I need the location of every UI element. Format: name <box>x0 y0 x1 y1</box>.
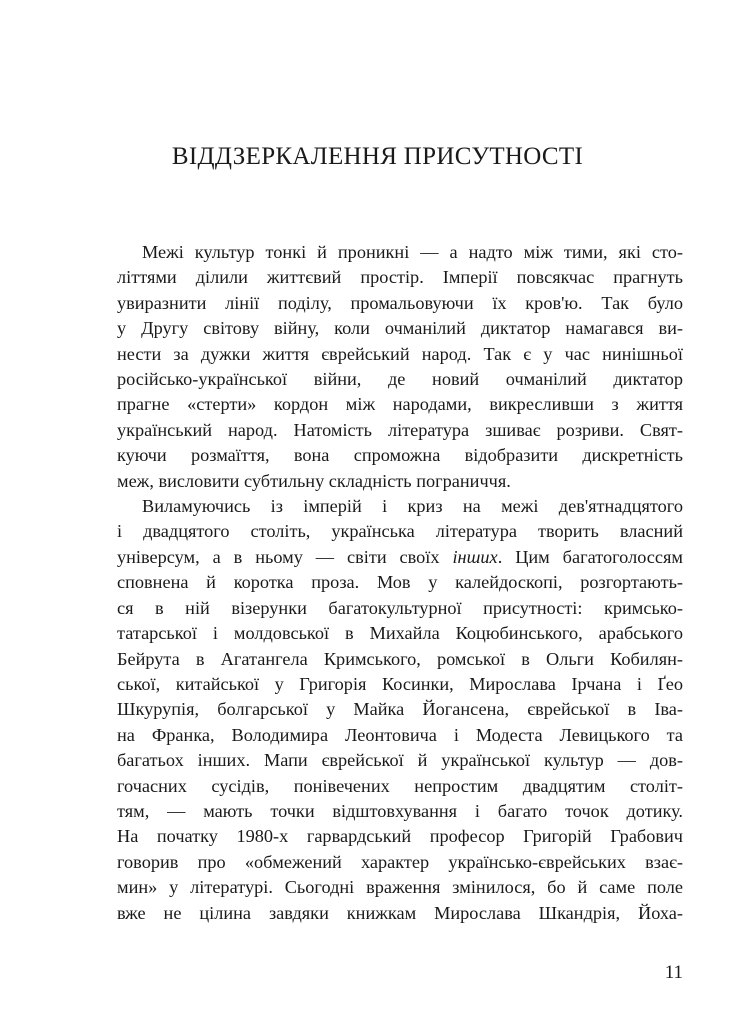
text-line: тям, — мають точки відштовхування і багато точок дотику. <box>117 800 683 821</box>
text-line: меж, висловити субтильну складність пограниччя. <box>117 470 511 491</box>
text-line: російсько-української війни, де новий очманілий диктатор <box>117 369 683 390</box>
text-line: на Франка, Володимира Леонтовича і Модеста Левицького та <box>117 724 683 745</box>
paragraph <box>117 240 683 494</box>
text-line: прагне «стерти» кордон між народами, викресливши з життя <box>117 394 683 415</box>
text-line: сповнена й коротка проза. Мов у калейдоскопі, розгортають- <box>117 572 683 593</box>
text-line: татарської і молдовської в Михайла Коцюбинського, арабського <box>117 623 683 644</box>
text-line: увиразнити лінії поділу, промальовуючи їх кров'ю. Так було <box>117 292 683 313</box>
page-number: 11 <box>664 962 683 983</box>
text-fragment: універсум, а в ньому — світи своїх <box>117 546 453 567</box>
text-line: куючи розмаїття, вона спроможна відобразити дискретність <box>117 445 683 466</box>
text-line: ської, китайської у Григорія Косинки, Мирослава Ірчана і Ґео <box>117 673 683 694</box>
text-line: Шкурупія, болгарської у Майка Йогансена, єврейської в Іва- <box>117 699 683 720</box>
text-line: говорив про «обмежений характер українсько-єврейських взає- <box>117 851 683 872</box>
emphasis: інших <box>452 546 498 567</box>
text-line: На початку 1980-х гарвардський професор Григорій Грабович <box>117 826 683 847</box>
text-line: Межі культур тонкі й проникні — а надто між тими, які сто- <box>142 242 683 262</box>
text-line: вже не цілина завдяки книжкам Мирослава Шкандрія, Йоха- <box>117 902 683 923</box>
text-line: багатьох інших. Мапи єврейської й української культур — дов- <box>117 750 683 771</box>
text-line: український народ. Натомість література зшиває розриви. Свят- <box>117 419 683 440</box>
text-line: і двадцятого століть, українська література творить власний <box>117 521 683 542</box>
text-line: ся в ній візерунки багатокультурної присутності: кримсько- <box>117 597 683 618</box>
text-line: гочасних сусідів, понівечених непростим двадцятим століт- <box>117 775 683 796</box>
text-fragment: . Цим багатоголоссям <box>497 546 683 567</box>
paragraph <box>117 494 683 926</box>
text-line: Бейрута в Агатангела Кримського, ромської в Ольги Кобилян- <box>117 648 683 669</box>
text-line: літтями ділили життєвий простір. Імперії повсякчас прагнуть <box>117 267 683 288</box>
chapter-title: ВІДДЗЕРКАЛЕННЯ ПРИСУТНОСТІ <box>171 143 584 170</box>
body-text <box>117 240 683 926</box>
text-line: мин» у літературі. Сьогодні враження змінилося, бо й саме поле <box>117 877 683 898</box>
text-line: нести за дужки життя єврейський народ. Так є у час нинішньої <box>117 343 683 364</box>
text-line <box>117 545 683 570</box>
text-line: Виламуючись із імперій і криз на межі дев'ятнадцятого <box>142 496 683 517</box>
text-line: у Другу світову війну, коли очманілий диктатор намагався ви- <box>117 318 683 339</box>
